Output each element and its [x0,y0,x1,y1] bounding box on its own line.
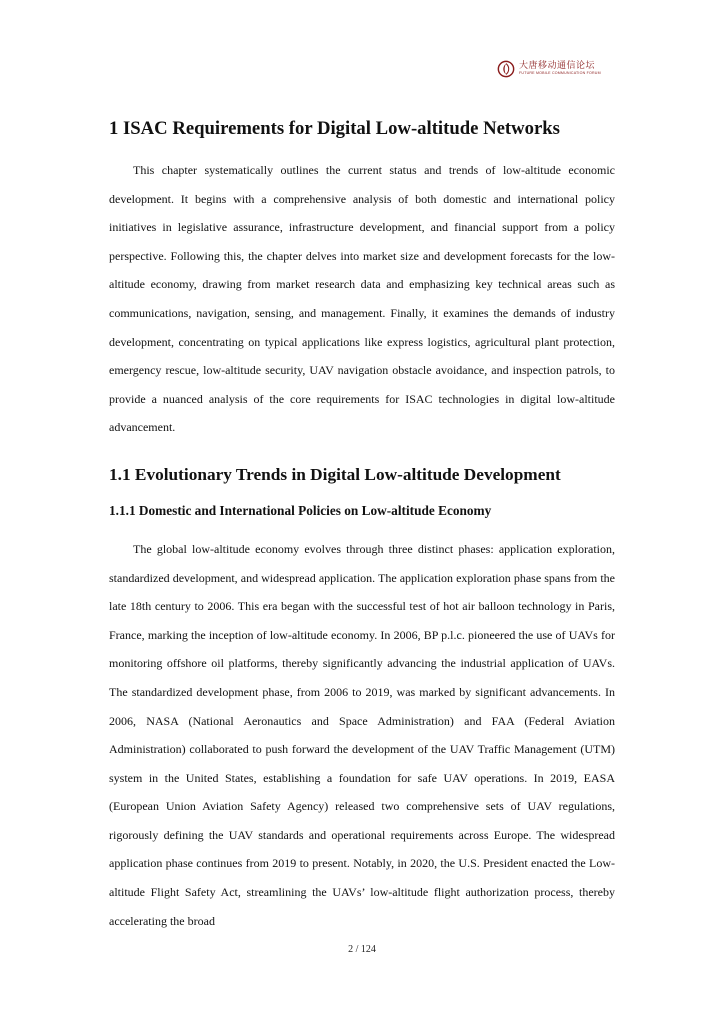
page-number: 2 / 124 [348,944,376,955]
header-logo [497,60,601,78]
forum-logo-icon [497,60,515,78]
chapter-intro-paragraph: This chapter systematically outlines the current status and trends of low-altitude economic development. It begins with a comprehensive analysis of both domestic and international policy initiatives in legislative assurance, infrastructure development, and financial support from a policy perspective. Following this, the chapter delves into market size and development forecasts for the low-altitude economy, drawing from market research data and emphasizing key technical areas such as communications, navigation, sensing, and management. Finally, it examines the demands of industry development, concentrating on typical applications like express logistics, agricultural plant protection, emergency rescue, low-altitude security, UAV navigation obstacle avoidance, and inspection patrols, to provide a nuanced analysis of the core requirements for ISAC technologies in digital low-altitude advancement. [109,163,615,435]
logo-english-name: FUTURE MOBILE COMMUNICATION FORUM [519,71,601,76]
chapter-heading: 1 ISAC Requirements for Digital Low-altitude Networks [109,118,560,139]
section-heading: 1.1 Evolutionary Trends in Digital Low-altitude Development [109,464,561,484]
page-content [109,112,615,935]
subsection-body-paragraph: The global low-altitude economy evolves through three distinct phases: application exploration, standardized development, and widespread application. The application exploration phase spans from the late 18th century to 2006. This era began with the successful test of hot air balloon technology in Paris, France, marking the inception of low-altitude economy. In 2006, BP p.l.c. pioneered the use of UAVs for monitoring offshore oil platforms, thereby significantly advancing the industrial application of UAVs. The standardized development phase, from 2006 to 2019, was marked by significant advancements. In 2006, NASA (National Aeronautics and Space Administration) and FAA (Federal Aviation Administration) collaborated to push forward the development of the UAV Traffic Management (UTM) system in the United States, establishing a foundation for safe UAV operations. In 2019, EASA (European Union Aviation Safety Agency) released two comprehensive sets of UAV regulations, rigorously defining the UAV standards and operational requirements across Europe. The widespread application phase continues from 2019 to present. Notably, in 2020, the U.S. President enacted the Low-altitude Flight Safety Act, streamlining the UAVs’ low-altitude flight authorization process, thereby accelerating the broad [109,541,615,928]
logo-chinese-name: 大唐移动通信论坛 [519,61,596,72]
logo-text [519,62,601,76]
subsection-heading: 1.1.1 Domestic and International Policies on Low-altitude Economy [109,502,492,518]
